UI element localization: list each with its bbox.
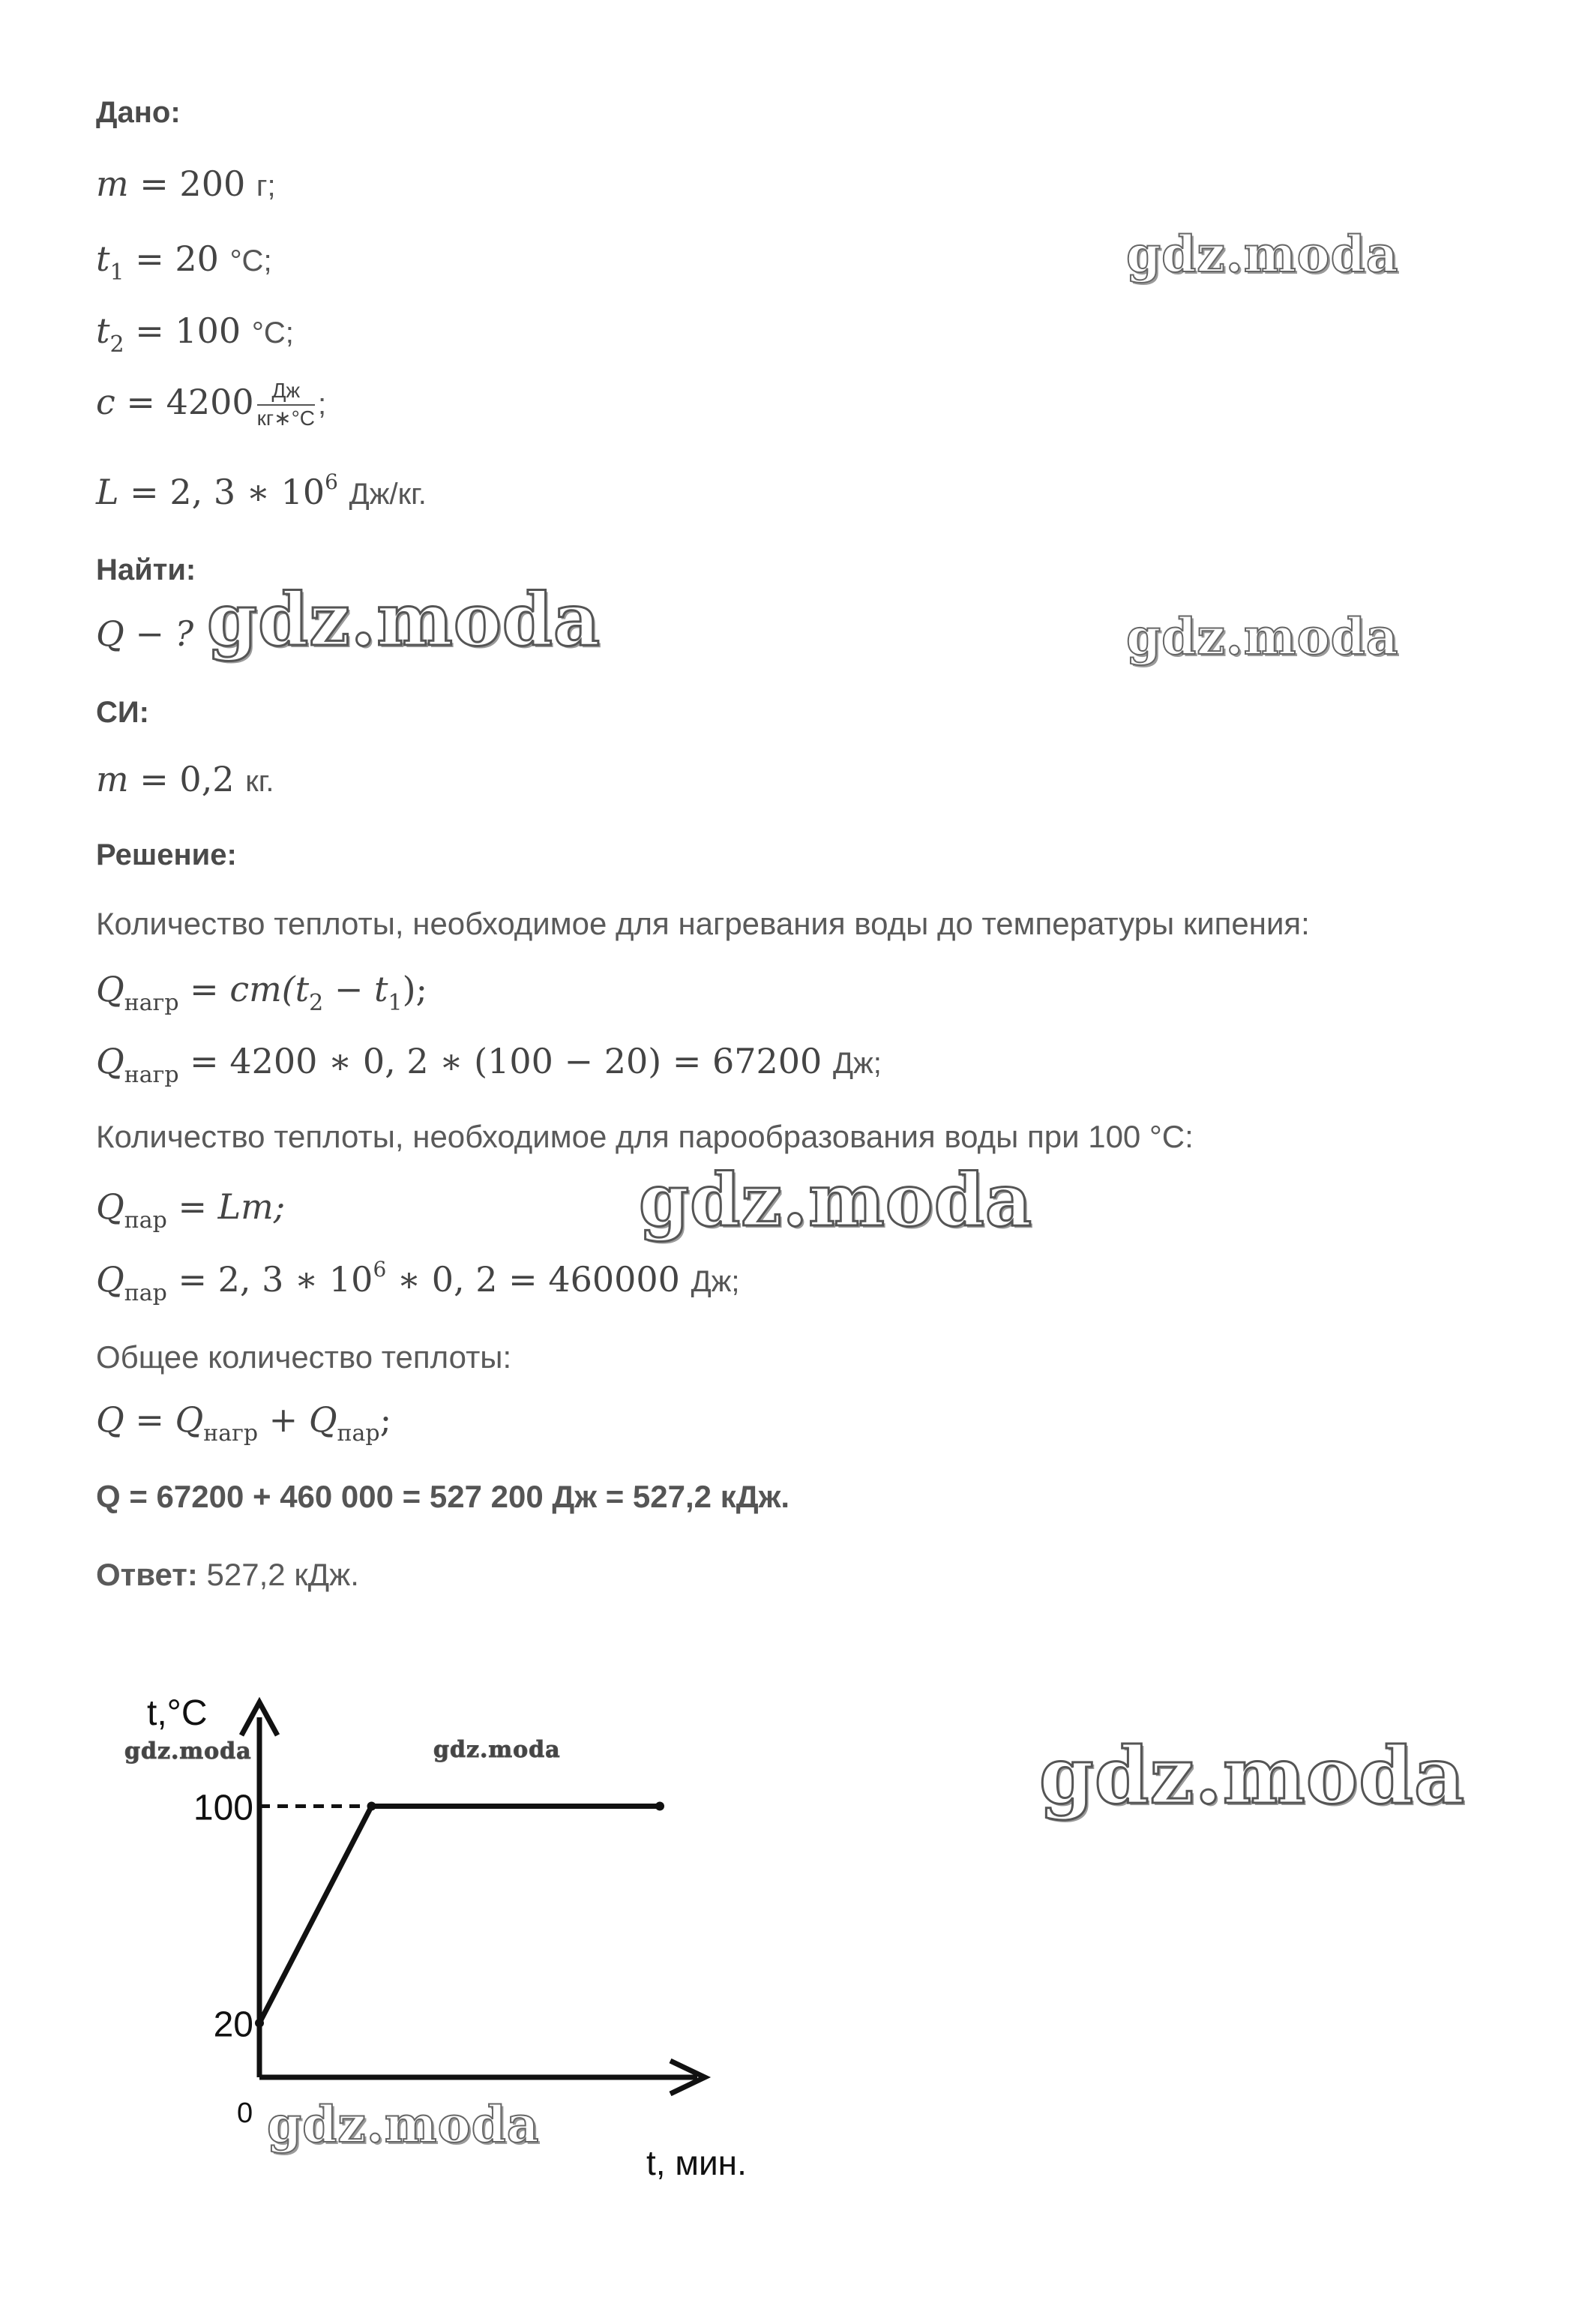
solution-text-heating: Количество теплоты, необходимое для нагревания воды до температуры кипения: (96, 906, 1310, 941)
given-t2: $t_2 = 100$ °C; (96, 310, 294, 358)
y-tick-label: 20 (213, 2005, 253, 2045)
watermark: gdz.moda (639, 1158, 1033, 1243)
data-point (367, 1801, 376, 1810)
given-latent-heat: L = 2, 3 ∗ $10^6$ Дж/кг. (96, 469, 427, 512)
given-specific-heat: c = 4200 $\frac{Дж}{кг∗^\circ C}$ ; (96, 379, 327, 430)
formula-q-vapor: $Q_{пар} = Lm$; (96, 1186, 286, 1234)
formula-q-heating-value: $Q_{нагр} = 4200$ ∗ 0, 2 ∗ (100 − 20) = 67200 Дж; (96, 1041, 882, 1088)
formula-q-heating: $Q_{нагр} = cm(t_2 - t_1)$; (96, 969, 428, 1016)
watermark: gdz.moda (267, 2095, 540, 2154)
si-heading: СИ: (96, 696, 149, 729)
origin-label: 0 (237, 2098, 253, 2129)
answer: Ответ: 527,2 кДж. (96, 1557, 359, 1592)
watermark: gdz.moda (207, 577, 601, 662)
y-axis-label: t,°C (147, 1693, 208, 1733)
si-mass: m = 0,2 кг. (96, 759, 274, 799)
watermark: gdz.moda (124, 1738, 252, 1765)
solution-text-vaporization: Количество теплоты, необходимое для парообразования воды при 100 °C: (96, 1119, 1194, 1154)
data-point (255, 2019, 264, 2028)
y-tick-label: 100 (193, 1788, 253, 1828)
watermark: gdz.moda (1126, 607, 1399, 666)
given-t1: $t_1 = 20$ °C; (96, 238, 272, 286)
formula-q-vapor-value: $Q_{пар} = 2$, 3 ∗ $10^6$ ∗ 0, 2 = 460000 Дж; (96, 1257, 740, 1306)
graph-layer (147, 1693, 747, 2182)
formula-q-total-value: Q = 67200 + 460 000 = 527 200 Дж = 527,2 кДж. (96, 1479, 790, 1514)
solution-heading: Решение: (96, 838, 237, 871)
find-heading: Найти: (96, 553, 196, 586)
watermark: gdz.moda (1039, 1729, 1466, 1822)
find-q: Q − ? (96, 613, 194, 654)
solution-text-total: Общее количество теплоты: (96, 1339, 512, 1375)
data-point (655, 1801, 664, 1810)
given-mass: m = 200 г; (96, 163, 276, 204)
watermark: gdz.moda (433, 1737, 561, 1763)
formula-q-total: $Q = Q_{нагр} + Q_{пар}$; (96, 1399, 392, 1447)
series-line (259, 1806, 660, 2023)
unit-fraction: $\frac{Дж}{кг∗^\circ C}$ (256, 379, 315, 430)
watermark: gdz.moda (1126, 225, 1399, 283)
given-heading: Дано: (96, 96, 181, 129)
x-axis-label: t, мин. (646, 2143, 747, 2182)
